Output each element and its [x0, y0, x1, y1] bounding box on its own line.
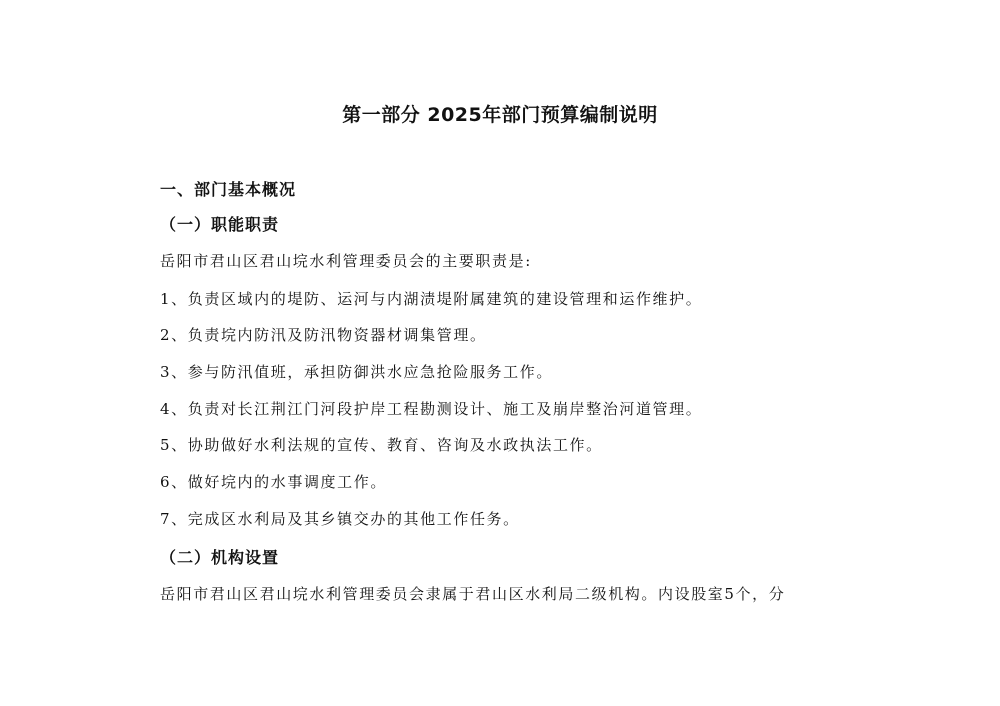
duty-item-1: 1、负责区域内的堤防、运河与内湖渍堤附属建筑的建设管理和运作维护。	[160, 290, 703, 308]
subsection-heading-functions: （一）职能职责	[160, 215, 280, 234]
duty-item-6: 6、做好垸内的水事调度工作。	[160, 473, 387, 491]
functions-intro-text: 岳阳市君山区君山垸水利管理委员会的主要职责是:	[160, 252, 532, 270]
duty-item-5: 5、协助做好水利法规的宣传、教育、咨询及水政执法工作。	[160, 436, 603, 454]
duty-item-4: 4、负责对长江荆江门河段护岸工程勘测设计、施工及崩岸整治河道管理。	[160, 400, 703, 418]
duty-item-7: 7、完成区水利局及其乡镇交办的其他工作任务。	[160, 510, 520, 528]
organization-text: 岳阳市君山区君山垸水利管理委员会隶属于君山区水利局二级机构。内设股室5个，分	[160, 585, 786, 603]
section-heading-basic-overview: 一、部门基本概况	[160, 180, 297, 199]
subsection-heading-organization: （二）机构设置	[160, 548, 280, 567]
document-title: 第一部分 2025年部门预算编制说明	[342, 104, 658, 126]
duty-item-2: 2、负责垸内防汛及防汛物资器材调集管理。	[160, 326, 487, 344]
duty-item-3: 3、参与防汛值班，承担防御洪水应急抢险服务工作。	[160, 363, 553, 381]
